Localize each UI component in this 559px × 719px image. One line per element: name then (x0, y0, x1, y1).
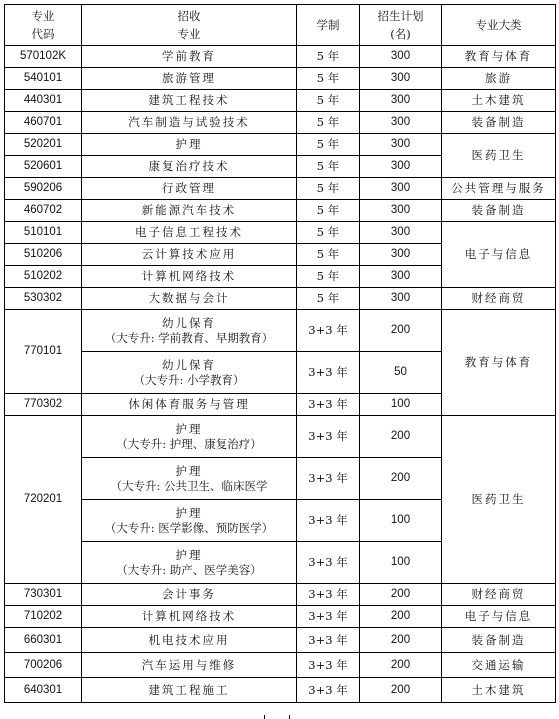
table-row (5, 678, 556, 703)
system-cell: 3+3 年 (297, 584, 360, 606)
major-cell: 护理 (82, 134, 297, 156)
major-cell (82, 416, 297, 458)
code-cell: 730301 (5, 584, 82, 606)
category-cell: 旅游 (442, 68, 556, 90)
plan-cell: 300 (360, 178, 442, 200)
table-row (5, 628, 556, 653)
major-sub: （大专升: 医学影像、预防医学） (104, 520, 274, 535)
code-cell: 510206 (5, 244, 82, 266)
plan-cell: 100 (360, 542, 442, 584)
major-name: 幼儿保育 (162, 357, 216, 372)
major-cell (82, 352, 297, 394)
table-row (5, 178, 556, 200)
system-cell: 5 年 (297, 134, 360, 156)
category-cell: 交通运输 (442, 653, 556, 678)
major-name: 护理 (175, 505, 203, 520)
plan-cell: 200 (360, 310, 442, 352)
system-cell: 5 年 (297, 156, 360, 178)
plan-cell: 100 (360, 500, 442, 542)
category-cell: 教育与体育 (442, 46, 556, 68)
major-sub: （大专升: 学前教育、早期教育） (104, 330, 274, 345)
code-cell: 720201 (5, 416, 82, 584)
category-cell: 财经商贸 (442, 584, 556, 606)
system-cell: 5 年 (297, 90, 360, 112)
system-cell: 3+3 年 (297, 416, 360, 458)
major-cell: 康复治疗技术 (82, 156, 297, 178)
plan-cell: 200 (360, 628, 442, 653)
system-cell: 3+3 年 (297, 542, 360, 584)
plan-cell: 300 (360, 112, 442, 134)
major-cell: 计算机网络技术 (82, 606, 297, 628)
plan-cell: 300 (360, 90, 442, 112)
category-cell: 电子与信息 (442, 606, 556, 628)
system-cell: 5 年 (297, 46, 360, 68)
major-cell: 旅游管理 (82, 68, 297, 90)
category-cell: 医药卫生 (442, 134, 556, 178)
header-plan (360, 5, 442, 46)
header-plan-line1: 招生计划 (377, 9, 424, 23)
category-cell: 土木建筑 (442, 90, 556, 112)
plan-cell: 300 (360, 156, 442, 178)
header-row (5, 5, 556, 46)
category-cell: 土木建筑 (442, 678, 556, 703)
table-row (5, 606, 556, 628)
code-cell: 540101 (5, 68, 82, 90)
plan-cell: 300 (360, 288, 442, 310)
code-cell: 520601 (5, 156, 82, 178)
table-row (5, 112, 556, 134)
code-cell: 660301 (5, 628, 82, 653)
code-cell: 510202 (5, 266, 82, 288)
category-cell: 装备制造 (442, 112, 556, 134)
table-row (5, 46, 556, 68)
plan-cell: 200 (360, 653, 442, 678)
code-cell: 700206 (5, 653, 82, 678)
system-cell: 3+3 年 (297, 628, 360, 653)
system-cell: 5 年 (297, 178, 360, 200)
code-cell: 770101 (5, 310, 82, 394)
major-cell (82, 310, 297, 352)
plan-cell: 200 (360, 584, 442, 606)
system-cell: 3+3 年 (297, 310, 360, 352)
code-cell: 520201 (5, 134, 82, 156)
system-cell: 3+3 年 (297, 653, 360, 678)
major-cell: 汽车运用与维修 (82, 653, 297, 678)
major-cell: 建筑工程施工 (82, 678, 297, 703)
header-major-line1: 招收 (177, 9, 201, 23)
plan-cell: 100 (360, 394, 442, 416)
system-cell: 5 年 (297, 222, 360, 244)
table-row (5, 222, 556, 244)
major-cell: 汽车制造与试验技术 (82, 112, 297, 134)
table-row (5, 68, 556, 90)
category-cell: 医药卫生 (442, 416, 556, 584)
major-cell: 大数据与会计 (82, 288, 297, 310)
major-cell: 计算机网络技术 (82, 266, 297, 288)
major-cell: 机电技术应用 (82, 628, 297, 653)
system-cell: 5 年 (297, 288, 360, 310)
header-major (82, 5, 297, 46)
system-cell: 5 年 (297, 112, 360, 134)
code-cell: 460701 (5, 112, 82, 134)
table-row (5, 90, 556, 112)
system-cell: 3+3 年 (297, 606, 360, 628)
system-cell: 3+3 年 (297, 352, 360, 394)
header-plan-line2: (名) (390, 27, 411, 41)
system-cell: 5 年 (297, 200, 360, 222)
major-cell: 新能源汽车技术 (82, 200, 297, 222)
major-sub: （大专升: 小学教育） (133, 372, 245, 387)
plan-cell: 50 (360, 352, 442, 394)
code-cell: 530302 (5, 288, 82, 310)
plan-cell: 300 (360, 68, 442, 90)
table-row (5, 310, 556, 352)
plan-cell: 200 (360, 606, 442, 628)
category-cell: 公共管理与服务 (442, 178, 556, 200)
major-cell (82, 458, 297, 500)
system-cell: 3+3 年 (297, 458, 360, 500)
system-cell: 5 年 (297, 68, 360, 90)
code-cell: 570102K (5, 46, 82, 68)
plan-cell: 300 (360, 266, 442, 288)
system-cell: 3+3 年 (297, 678, 360, 703)
system-cell: 3+3 年 (297, 394, 360, 416)
table-row (5, 653, 556, 678)
major-cell: 会计事务 (82, 584, 297, 606)
major-name: 护理 (175, 421, 203, 436)
header-major-line2: 专业 (177, 27, 201, 41)
table-row (5, 584, 556, 606)
major-name: 护理 (175, 547, 203, 562)
major-cell: 电子信息工程技术 (82, 222, 297, 244)
code-cell: 440301 (5, 90, 82, 112)
plan-cell: 200 (360, 416, 442, 458)
code-cell: 460702 (5, 200, 82, 222)
major-name: 护理 (175, 463, 203, 478)
plan-cell: 200 (360, 678, 442, 703)
major-sub: （大专升: 公共卫生、临床医学 (110, 478, 268, 493)
major-cell: 云计算技术应用 (82, 244, 297, 266)
major-cell (82, 542, 297, 584)
enrollment-table (4, 4, 556, 703)
plan-cell: 300 (360, 222, 442, 244)
system-cell: 3+3 年 (297, 500, 360, 542)
category-cell: 财经商贸 (442, 288, 556, 310)
major-sub: （大专升: 护理、康复治疗） (116, 436, 262, 451)
table-row (5, 288, 556, 310)
system-cell: 5 年 (297, 244, 360, 266)
category-cell: 电子与信息 (442, 222, 556, 288)
plan-cell: 200 (360, 458, 442, 500)
major-cell: 行政管理 (82, 178, 297, 200)
plan-cell: 300 (360, 134, 442, 156)
system-cell: 5 年 (297, 266, 360, 288)
table-row (5, 200, 556, 222)
code-cell: 770302 (5, 394, 82, 416)
plan-cell: 300 (360, 46, 442, 68)
header-code (5, 5, 82, 46)
page-continuation-mark (264, 715, 290, 719)
major-name: 幼儿保育 (162, 315, 216, 330)
header-category: 专业大类 (442, 5, 556, 46)
table-row (5, 416, 556, 458)
major-cell: 休闲体育服务与管理 (82, 394, 297, 416)
table-row (5, 134, 556, 156)
major-cell: 建筑工程技术 (82, 90, 297, 112)
major-cell: 学前教育 (82, 46, 297, 68)
code-cell: 590206 (5, 178, 82, 200)
category-cell: 装备制造 (442, 200, 556, 222)
code-cell: 710202 (5, 606, 82, 628)
header-system: 学制 (297, 5, 360, 46)
major-sub: （大专升: 助产、医学美容） (116, 562, 262, 577)
category-cell: 装备制造 (442, 628, 556, 653)
plan-cell: 300 (360, 200, 442, 222)
category-cell: 教育与体育 (442, 310, 556, 416)
plan-cell: 300 (360, 244, 442, 266)
code-cell: 640301 (5, 678, 82, 703)
header-code-line1: 专业 (31, 9, 55, 23)
header-code-line2: 代码 (31, 27, 55, 41)
major-cell (82, 500, 297, 542)
code-cell: 510101 (5, 222, 82, 244)
